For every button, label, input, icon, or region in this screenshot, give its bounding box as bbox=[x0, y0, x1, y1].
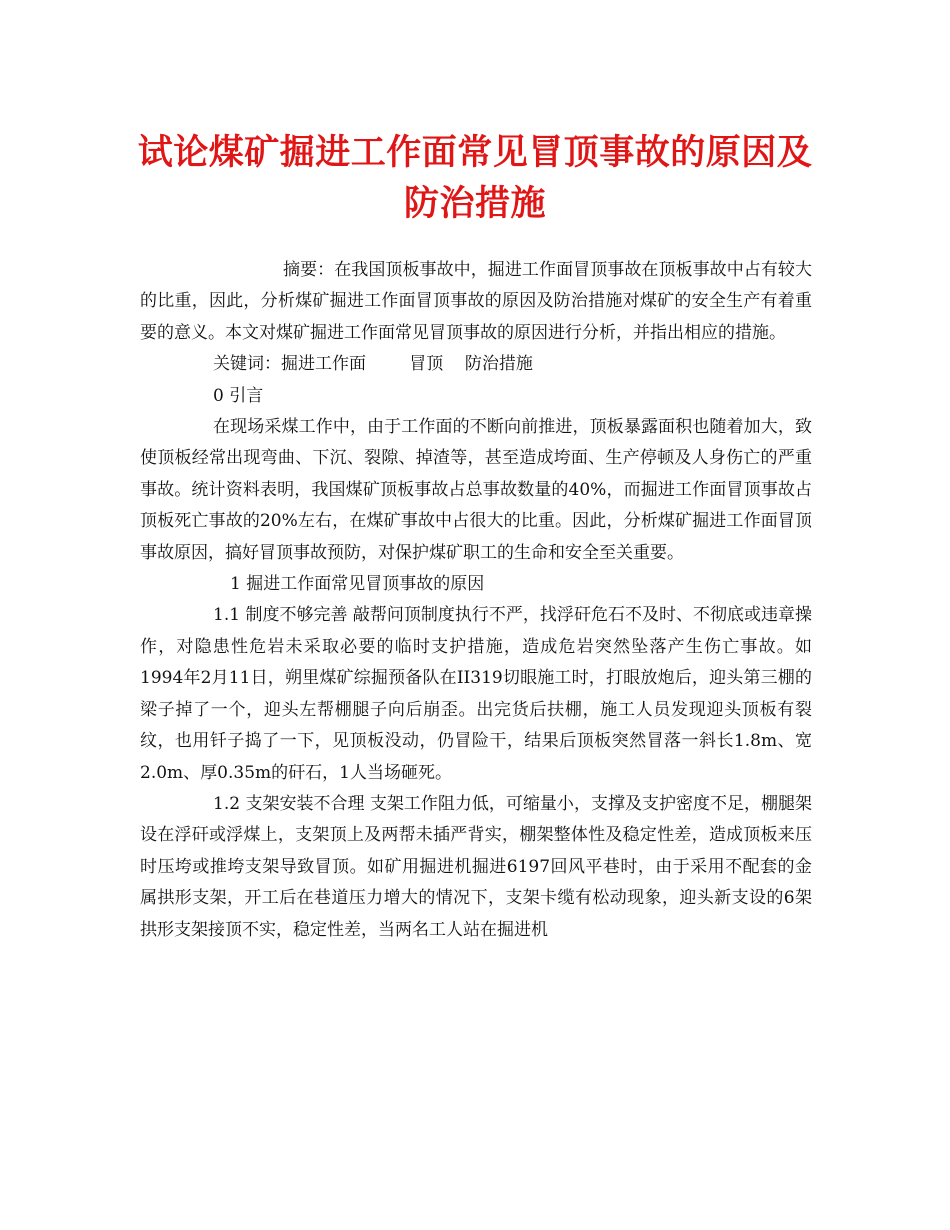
title-line-2: 防治措施 bbox=[403, 184, 546, 224]
keyword-3: 防治措施 bbox=[464, 354, 533, 375]
section-1-heading: 1 掘进工作面常见冒顶事故的原因 bbox=[230, 574, 485, 595]
section-1-1-paragraph: 1.1 制度不够完善 敲帮问顶制度执行不严，找浮矸危石不及时、不彻底或违章操作，对隐患性危岩未采取必要的临时支护措施，造成危岩突然坠落产生伤亡事故。如1994年2月11日，朔里煤矿综掘预备队在II319切眼施工时，打眼放炮后，迎头第三棚的梁子掉了一个，迎头左帮棚腿子向后崩歪。出完货后扶棚，施工人员发现迎头顶板有裂纹，也用钎子捣了一下，见顶板没动，仍冒险干，结果后顶板突然冒落一斜长1.8m、宽2.0m、厚0.35m的矸石，1人当场砸死。 bbox=[140, 605, 812, 783]
keywords-line bbox=[140, 349, 812, 380]
section-1-2-paragraph: 1.2 支架安装不合理 支架工作阻力低，可缩量小，支撑及支护密度不足，棚腿架设在浮矸或浮煤上，支架顶上及两帮未插严背实，棚架整体性及稳定性差，造成顶板来压时压垮或推垮支架导致冒顶。如矿用掘进机掘进6197回风平巷时，由于采用不配套的金属拱形支架，开工后在巷道压力增大的情况下，支架卡缆有松动现象，迎头新支设的6架拱形支架接顶不实，稳定性差，当两名工人站在掘进机 bbox=[140, 793, 812, 940]
document-body bbox=[140, 255, 812, 946]
keyword-2: 冒顶 bbox=[409, 354, 444, 375]
abstract-paragraph: 摘要：在我国顶板事故中，掘进工作面冒顶事故在顶板事故中占有较大的比重，因此，分析煤矿掘进工作面冒顶事故的原因及防治措施对煤矿的安全生产有着重要的意义。本文对煤矿掘进工作面常见冒顶事故的原因进行分析，并指出相应的措施。 bbox=[140, 260, 812, 343]
section-0-paragraph: 在现场采煤工作中，由于工作面的不断向前推进，顶板暴露面积也随着加大，致使顶板经常出现弯曲、下沉、裂隙、掉渣等，甚至造成垮面、生产停顿及人身伤亡的严重事故。统计资料表明，我国煤矿顶板事故占总事故数量的40%，而掘进工作面冒顶事故占顶板死亡事故的20%左右，在煤矿事故中占很大的比重。因此，分析煤矿掘进工作面冒顶事故原因，搞好冒顶事故预防，对保护煤矿职工的生命和安全至关重要。 bbox=[140, 417, 812, 563]
document-title bbox=[80, 128, 870, 230]
title-line-1: 试论煤矿掘进工作面常见冒顶事故的原因及 bbox=[137, 133, 813, 173]
section-0-heading: 0 引言 bbox=[213, 385, 264, 406]
keywords-label: 关键词：掘进工作面 bbox=[213, 354, 366, 375]
